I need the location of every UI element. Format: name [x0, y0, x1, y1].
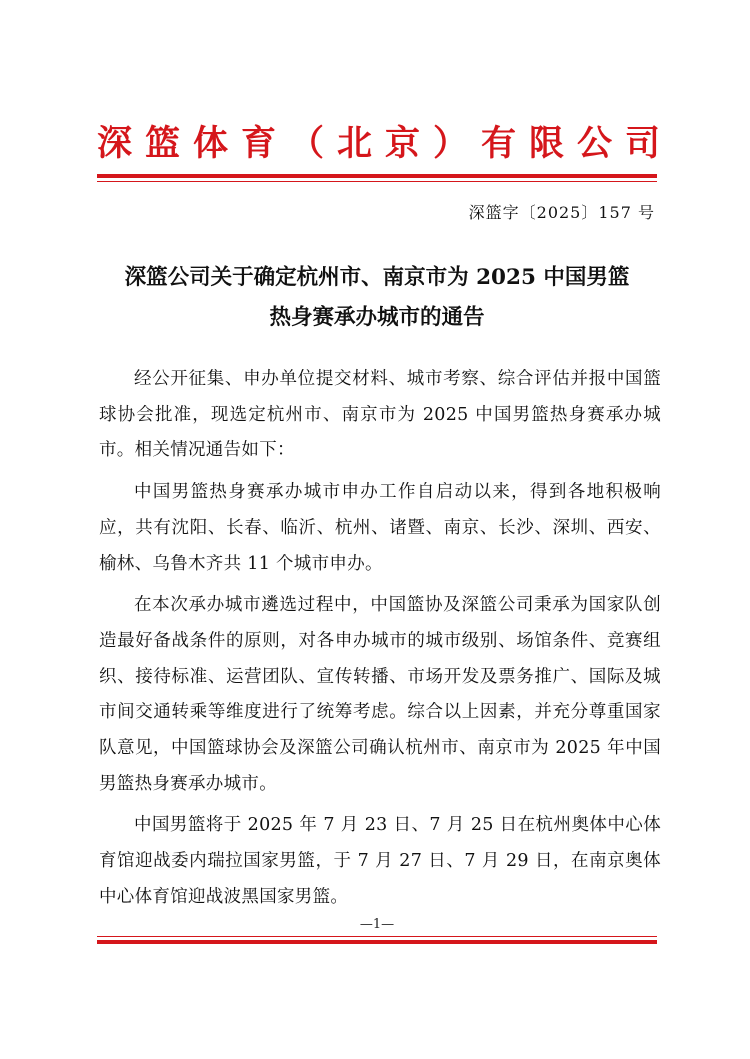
footer-red-rule-thick	[97, 940, 657, 944]
notice-title-line-1: 深篮公司关于确定杭州市、南京市为 2025 中国男篮	[124, 265, 630, 290]
letterhead-red-rule-thick	[97, 174, 657, 178]
letterhead-red-rule-thin	[97, 181, 657, 182]
body-paragraph: 中国男篮热身赛承办城市申办工作自启动以来，得到各地积极响应，共有沈阳、长春、临沂、杭州、诸暨、南京、长沙、深圳、西安、榆林、乌鲁木齐共 11 个城市申办。	[99, 482, 661, 574]
page-number: —1—	[359, 917, 395, 932]
notice-title	[97, 258, 657, 338]
body-paragraph: 经公开征集、申办单位提交材料、城市考察、综合评估并报中国篮球协会批准，现选定杭州市、南京市为 2025 中国男篮热身赛承办城市。相关情况通告如下：	[99, 369, 661, 461]
footer-red-rule-thin	[97, 936, 657, 937]
organization-letterhead: 深篮体育（北京）有限公司	[97, 123, 674, 164]
document-number: 深篮字〔2025〕157 号	[468, 203, 655, 222]
body-paragraph: 在本次承办城市遴选过程中，中国篮协及深篮公司秉承为国家队创造最好备战条件的原则，对各申办城市的城市级别、场馆条件、竞赛组织、接待标准、运营团队、宣传转播、市场开发及票务推广、国际及城市间交通转乘等维度进行了统筹考虑。综合以上因素，并充分尊重国家队意见，中国篮球协会及深篮公司确认杭州市、南京市为 2025 年中国男篮热身赛承办城市。	[99, 595, 661, 794]
notice-body	[99, 362, 661, 922]
body-paragraph: 中国男篮将于 2025 年 7 月 23 日、7 月 25 日在杭州奥体中心体育馆迎战委内瑞拉国家男篮，于 7 月 27 日、7 月 29 日，在南京奥体中心体育馆迎战波黑国家男篮。	[99, 815, 661, 907]
notice-title-line-2: 热身赛承办城市的通告	[269, 305, 485, 330]
